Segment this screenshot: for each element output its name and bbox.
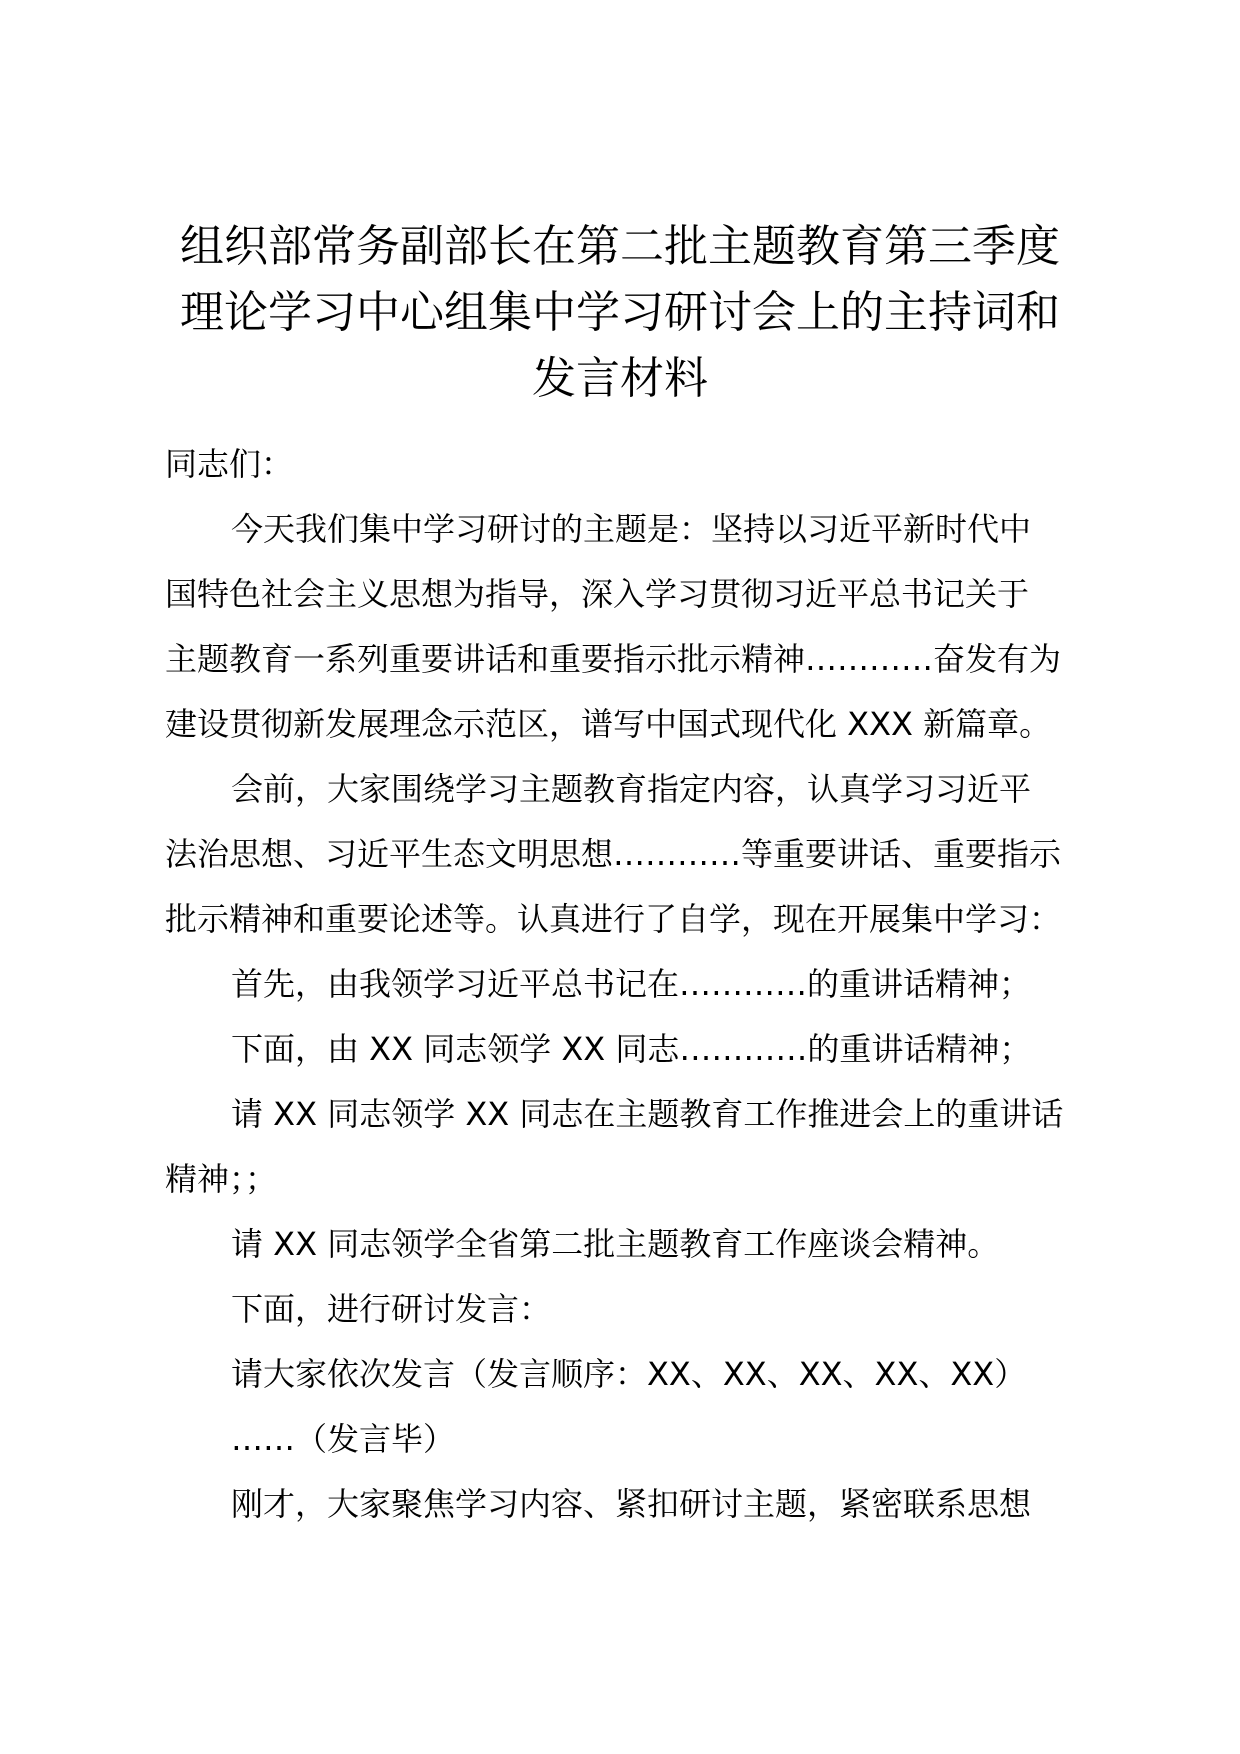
paragraph-line: 请大家依次发言（发言顺序：XX、XX、XX、XX、XX） xyxy=(231,1355,1027,1393)
paragraph-line: 精神；； xyxy=(165,1160,278,1198)
title-line-1: 组织部常务副部长在第二批主题教育第三季度 xyxy=(180,221,1060,272)
paragraph-line: 请 XX 同志领学 XX 同志在主题教育工作推进会上的重讲话 xyxy=(231,1095,1064,1133)
title-line-3: 发言材料 xyxy=(532,353,708,404)
salutation: 同志们： xyxy=(165,445,294,483)
paragraph-line: ……（发言毕） xyxy=(231,1420,456,1458)
paragraph-line: 今天我们集中学习研讨的主题是：坚持以习近平新时代中 xyxy=(231,510,1032,548)
document-body xyxy=(165,432,1085,1537)
paragraph-line: 刚才，大家聚焦学习内容、紧扣研讨主题，紧密联系思想 xyxy=(231,1485,1032,1523)
paragraph-line: 建设贯彻新发展理念示范区，谱写中国式现代化 XXX 新篇章。 xyxy=(165,705,1052,743)
paragraph-line: 首先，由我领学习近平总书记在…………的重讲话精神； xyxy=(231,965,1032,1003)
paragraph-line: 会前，大家围绕学习主题教育指定内容，认真学习习近平 xyxy=(231,770,1032,808)
paragraph-line: 请 XX 同志领学全省第二批主题教育工作座谈会精神。 xyxy=(231,1225,1000,1263)
paragraph-line: 批示精神和重要论述等。认真进行了自学，现在开展集中学习： xyxy=(165,900,1062,938)
paragraph-line: 国特色社会主义思想为指导，深入学习贯彻习近平总书记关于 xyxy=(165,575,1030,613)
paragraph-line: 法治思想、习近平生态文明思想…………等重要讲话、重要指示 xyxy=(165,835,1062,873)
title-line-2: 理论学习中心组集中学习研讨会上的主持词和 xyxy=(180,287,1060,338)
paragraph-line: 主题教育一系列重要讲话和重要指示批示精神…………奋发有为 xyxy=(165,640,1062,678)
paragraph-line: 下面，进行研讨发言： xyxy=(231,1290,552,1328)
paragraph-line: 下面，由 XX 同志领学 XX 同志…………的重讲话精神； xyxy=(231,1030,1032,1068)
document-title xyxy=(160,214,1080,412)
